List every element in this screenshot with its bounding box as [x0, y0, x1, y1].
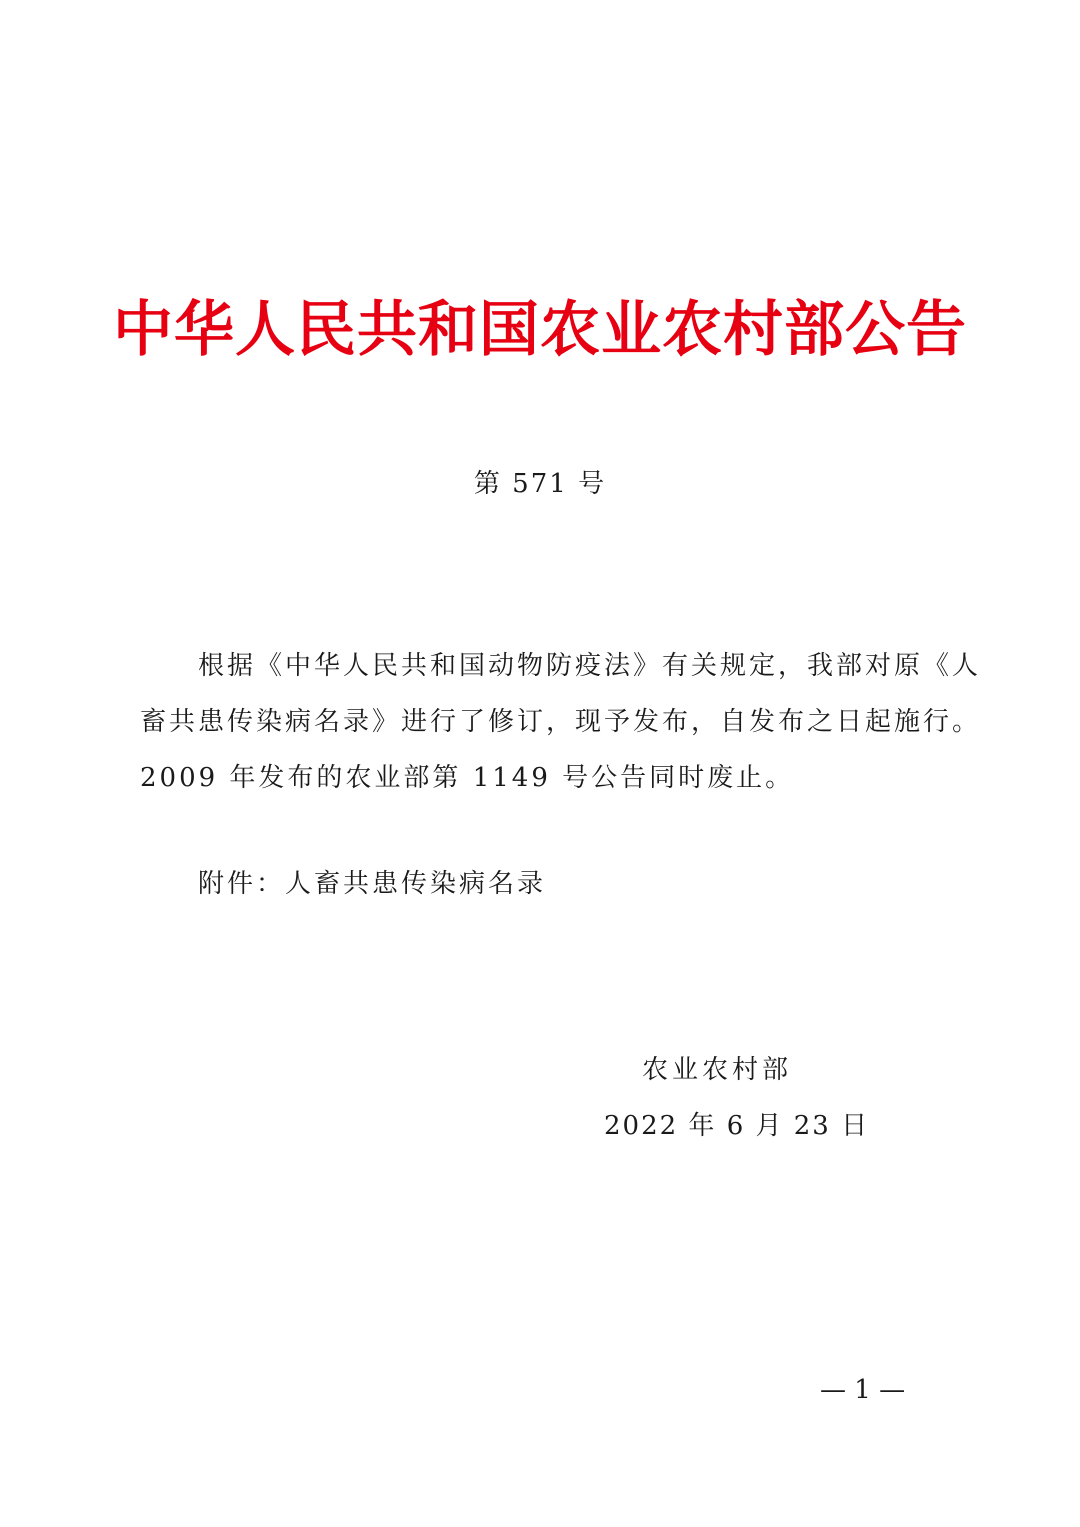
- body-line-1: 根据《中华人民共和国动物防疫法》有关规定，我部对原《人: [198, 651, 982, 681]
- document-number: 第 571 号: [473, 469, 607, 499]
- body-line-2: 畜共患传染病名录》进行了修订，现予发布，自发布之日起施行。: [140, 707, 982, 737]
- attachment-line: 附件：人畜共患传染病名录: [198, 869, 547, 899]
- body-line-3: 2009 年发布的农业部第 1149 号公告同时废止。: [140, 763, 795, 793]
- document-title: 中华人民共和国农业农村部公告: [113, 295, 967, 365]
- document-body: [140, 638, 982, 806]
- issue-date: 2022 年 6 月 23 日: [604, 1111, 870, 1141]
- page-number: — 1 —: [820, 1375, 906, 1405]
- issuer-signature: 农业农村部: [642, 1055, 793, 1085]
